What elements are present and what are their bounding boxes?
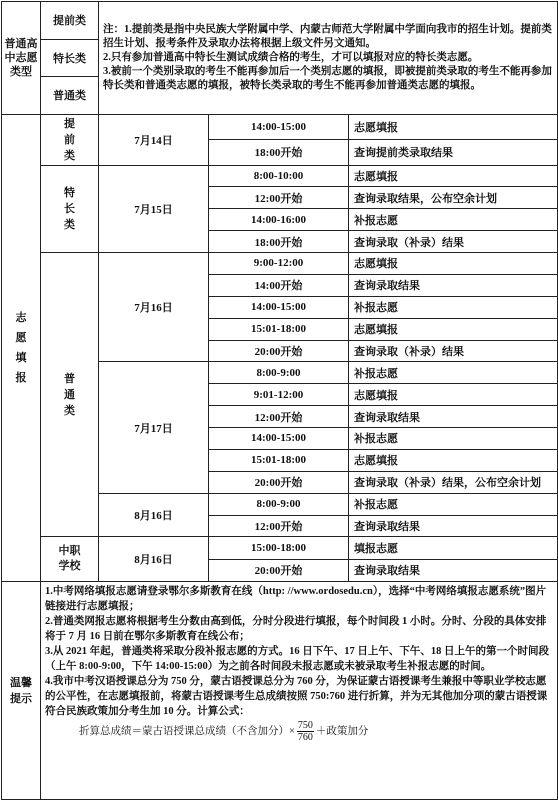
task-cell: 填报志愿 [349,537,558,559]
time-cell: 15:01-18:00 [209,318,349,340]
task-cell: 志愿填报 [349,449,558,471]
tips-row [2,582,558,800]
formula-fraction [297,720,314,743]
schedule-label [2,114,41,582]
schedule-row [2,114,558,140]
time-cell: 15:01-18:00 [209,449,349,471]
enrollment-schedule-table [1,1,558,800]
tip-item: 3.从 2021 年起，普通类将采取分段补报志愿的方式。16 日下午、17 日上午、下午、18 日上午的第一个时间段（上午 8:00-9:00，下午 14:00-15:00）为之前各时间段未报志愿或未被录取考生补报志愿的时间。 [45,646,549,673]
task-cell: 查询录取结果 [349,515,558,537]
time-cell: 20:00开始 [209,340,349,362]
tip-item: 4.我市中考汉语授课总分为 750 分，蒙古语授课总分为 760 分，为保证蒙古语授课考生兼报中等职业学校志愿的公平性，在志愿填报前，将蒙古语授课考生总成绩按照 750:760 进行折算，并为无其他加分项的蒙古语授课符合民族政策加分考生加 10 分。计算公式： [45,676,548,718]
date-cell: 8月16日 [99,493,209,537]
tip-item: 2.普通类网报志愿将根据考生分数由高到低，分时分段进行填报，每个时间段 1 小时。分时、分段的具体安排将于 7 月 16 日前在鄂尔多斯教育在线公布； [45,616,547,643]
schedule-row [2,253,558,275]
time-cell: 14:00-16:00 [209,209,349,231]
time-cell: 14:00-15:00 [209,114,349,140]
type-label-special: 特长类 [41,39,99,77]
task-cell: 查询录取（补录）结果 [349,231,558,253]
tip-item: 1.中考网络填报志愿请登录鄂尔多斯教育在线（http: //www.ordosedu.cn），选择“中考网络填报志愿系统”图片链接进行志愿填报； [45,586,547,613]
date-cell: 7月16日 [99,253,209,362]
date-cell: 7月17日 [99,362,209,493]
task-cell: 查询录取（补录）结果，公布空余计划 [349,471,558,493]
task-cell: 补报志愿 [349,209,558,231]
task-cell: 查询录取结果 [349,406,558,428]
time-cell: 14:00开始 [209,274,349,296]
category-label: 普通类 [64,372,75,417]
types-title [2,2,41,115]
time-cell: 12:00开始 [209,187,349,209]
task-cell: 补报志愿 [349,493,558,515]
task-cell: 志愿填报 [349,384,558,406]
time-cell: 14:00-15:00 [209,296,349,318]
tips-label [2,582,41,800]
time-cell: 20:00开始 [209,471,349,493]
type-label-early: 提前类 [41,2,99,40]
time-cell: 20:00开始 [209,559,349,581]
date-cell: 8月16日 [99,537,209,582]
note-3: 3.被前一个类别录取的考生不能再参加后一个类别志愿的填报，即被提前类录取的考生不能再参加特长类和普通类志愿的填报，被特长类录取的考生不能再参加普通类志愿的填报。 [103,65,552,91]
note-2: 2.只有参加普通高中特长生测试成绩合格的考生，才可以填报对应的特长类志愿。 [103,51,479,63]
task-cell: 查询录取结果，公布空余计划 [349,187,558,209]
time-cell: 18:00开始 [209,231,349,253]
category-label: 中职学校 [58,545,81,573]
task-cell: 查询提前类录取结果 [349,140,558,166]
time-cell: 8:00-10:00 [209,165,349,187]
types-notes [99,2,558,115]
task-cell: 补报志愿 [349,296,558,318]
task-cell: 补报志愿 [349,428,558,450]
task-cell: 志愿填报 [349,114,558,140]
formula-numerator: 750 [297,720,313,732]
time-cell: 18:00开始 [209,140,349,166]
date-cell: 7月15日 [99,165,209,253]
time-cell: 12:00开始 [209,406,349,428]
schedule-row [2,537,558,559]
type-label-general: 普通类 [41,77,99,115]
category-cell [41,165,99,253]
formula-denominator: 760 [297,732,313,744]
schedule-row [2,165,558,187]
category-label: 提前类 [64,117,75,162]
task-cell: 补报志愿 [349,362,558,384]
time-cell: 9:01-12:00 [209,384,349,406]
time-cell: 9:00-12:00 [209,253,349,275]
time-cell: 15:00-18:00 [209,537,349,559]
category-label: 特长类 [64,186,75,231]
tips-content [41,582,558,800]
score-formula [45,720,553,743]
time-cell: 14:00-15:00 [209,428,349,450]
schedule-label-text: 志愿填报 [15,311,27,384]
task-cell: 志愿填报 [349,165,558,187]
task-cell: 志愿填报 [349,253,558,275]
task-cell: 查询录取结果 [349,559,558,581]
formula-rhs: ＋政策加分 [315,726,369,738]
date-cell: 7月14日 [99,114,209,165]
time-cell: 12:00开始 [209,515,349,537]
time-cell: 8:00-9:00 [209,493,349,515]
time-cell: 8:00-9:00 [209,362,349,384]
types-title-text: 普通高中志愿类型 [4,37,38,78]
category-cell [41,253,99,537]
tips-label-text: 温馨提示 [10,676,32,705]
task-cell: 查询录取（补录）结果 [349,340,558,362]
task-cell: 志愿填报 [349,318,558,340]
category-cell [41,114,99,165]
table-body [2,2,558,800]
note-1: 注：1.提前类是指中央民族大学附属中学、内蒙古师范大学附属中学面向我市的招生计划。提前类招生计划、报考条件及录取办法将根据上级文件另文通知。 [103,23,552,49]
task-cell: 查询录取结果 [349,274,558,296]
category-cell [41,537,99,582]
formula-lhs: 折算总成绩＝蒙古语授课总成绩（不含加分）× [79,726,295,738]
